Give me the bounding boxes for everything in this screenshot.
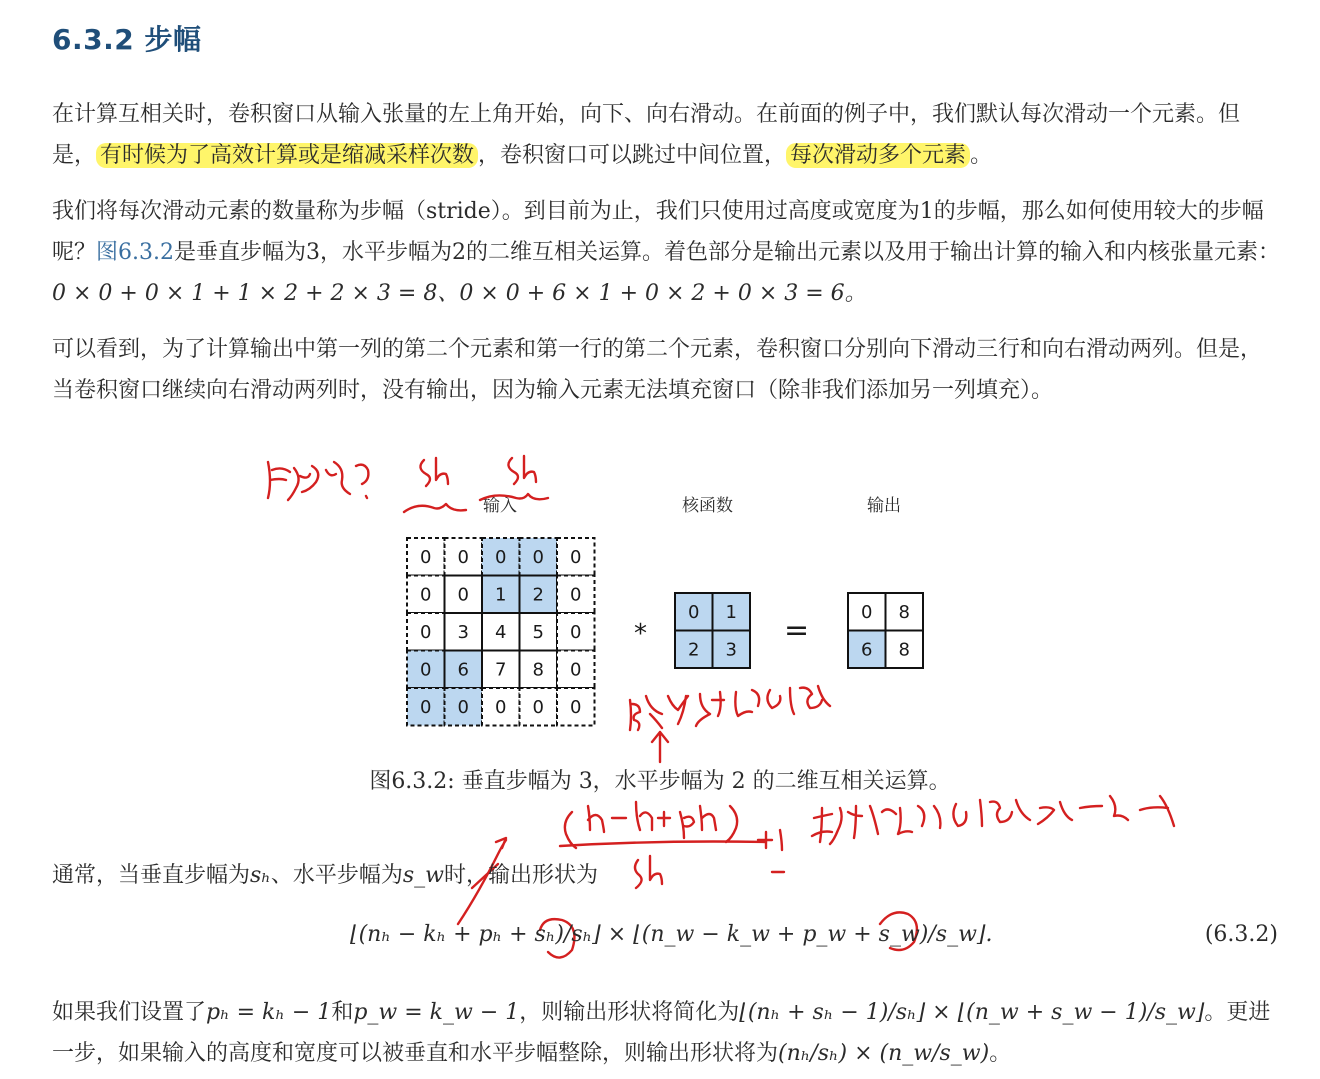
input-cell-value: 7: [495, 659, 507, 681]
input-cell-value: 0: [532, 546, 544, 568]
math-divisible: (nₕ/sₕ) × (n_w/s_w): [778, 1041, 990, 1066]
input-grid: [407, 538, 595, 726]
math-pw: p_w = k_w − 1: [353, 1000, 520, 1025]
input-cell-value: 0: [570, 546, 582, 568]
input-cell-value: 6: [457, 659, 469, 681]
highlight-1: 有时候为了高效计算或是缩减采样次数: [96, 143, 478, 168]
input-cell-value: 3: [457, 621, 469, 643]
display-equation: ⌊(nₕ − kₕ + pₕ + sₕ)/sₕ⌋ × ⌊(n_w − k_w + p_w + s_w)/s_w⌋.: [350, 922, 993, 947]
paragraph-1: 在计算互相关时，卷积窗口从输入张量的左上角开始，向下、向右滑动。在前面的例子中，我们默认每次滑动一个元素。但是， 有时候为了高效计算或是缩减采样次数 ，卷积窗口可以跳过中间位置， 每次滑动多个元素 。: [52, 102, 1241, 168]
input-cell-value: 0: [420, 584, 432, 606]
equals-symbol: =: [784, 613, 810, 648]
input-cell-value: 0: [532, 696, 544, 718]
input-cell-value: 0: [420, 659, 432, 681]
input-cell-value: 0: [495, 696, 507, 718]
input-cell-value: 0: [570, 621, 582, 643]
math-simplified: ⌊(nₕ + sₕ − 1)/sₕ⌋ × ⌊(n_w + s_w − 1)/s_w⌋: [739, 1000, 1205, 1025]
inline-math: 0 × 0 + 0 × 1 + 1 × 2 + 2 × 3 = 8、0 × 0 + 6 × 1 + 0 × 2 + 0 × 3 = 6。: [52, 281, 867, 306]
output-grid: [848, 593, 923, 668]
section-heading: 6.3.2 步幅: [52, 23, 202, 56]
figure-link[interactable]: 图6.3.2: [96, 240, 174, 265]
input-cell-value: 0: [457, 546, 469, 568]
output-cell-value: 6: [861, 639, 873, 661]
figure-caption: 图6.3.2: 垂直步幅为 3，水平步幅为 2 的二维互相关运算。: [369, 769, 951, 794]
input-cell-value: 0: [570, 584, 582, 606]
output-cell-value: 8: [898, 601, 910, 623]
math-sw: s_w: [402, 863, 444, 888]
kernel-grid: [675, 593, 750, 668]
input-cell-value: 0: [495, 546, 507, 568]
output-cell-value: 0: [861, 601, 873, 623]
kernel-cell-value: 3: [725, 639, 737, 661]
input-cell-value: 0: [420, 621, 432, 643]
input-cell-value: 0: [570, 696, 582, 718]
paragraph-5: 如果我们设置了pₕ = kₕ − 1和p_w = k_w − 1，则输出形状将简化为⌊(nₕ + sₕ − 1)/sₕ⌋ × ⌊(n_w + s_w − 1)/s_w⌋。更进一步，如果输入的高度和宽度可以被垂直和水平步幅整除，则输出形状将为(nₕ/sₕ) × (n_w/s_w)。: [52, 1000, 1271, 1066]
input-cell-value: 0: [420, 546, 432, 568]
paragraph-2: 我们将每次滑动元素的数量称为步幅（stride）。到目前为止，我们只使用过高度或宽度为1的步幅，那么如何使用较大的步幅呢？图6.3.2是垂直步幅为3，水平步幅为2的二维互相关运算。着色部分是输出元素以及用于输出计算的输入和内核张量元素：0 × 0 + 0 × 1 + 1 × 2 + 2 × 3 = 8、0 × 0 + 6 × 1 + 0 × 2 + 0 × 3 = 6。: [52, 199, 1280, 306]
kernel-cell-value: 0: [688, 601, 700, 623]
kernel-label: 核函数: [682, 496, 733, 516]
input-cell-value: 2: [532, 584, 544, 606]
input-cell-value: 4: [495, 621, 507, 643]
multiply-symbol: *: [634, 619, 647, 649]
output-cell-value: 8: [898, 639, 910, 661]
output-label: 输出: [867, 496, 901, 516]
input-cell-value: 0: [570, 659, 582, 681]
kernel-cell-value: 1: [725, 601, 737, 623]
input-cell-value: 0: [420, 696, 432, 718]
input-label: 输入: [483, 496, 517, 516]
paragraph-4: 通常，当垂直步幅为sₕ、水平步幅为s_w时，输出形状为: [52, 863, 598, 888]
input-cell-value: 0: [457, 696, 469, 718]
kernel-cell-value: 2: [688, 639, 700, 661]
math-sh: sₕ: [250, 863, 271, 888]
equation-number: (6.3.2): [1204, 922, 1278, 947]
input-cell-value: 1: [495, 584, 507, 606]
math-ph: pₕ = kₕ − 1: [206, 1000, 332, 1025]
input-cell-value: 5: [532, 621, 544, 643]
highlight-2: 每次滑动多个元素: [786, 143, 970, 168]
input-cell-value: 8: [532, 659, 544, 681]
paragraph-3: 可以看到，为了计算输出中第一列的第二个元素和第一行的第二个元素，卷积窗口分别向下滑动三行和向右滑动两列。但是，当卷积窗口继续向右滑动两列时，没有输出，因为输入元素无法填充窗口（除非我们添加另一列填充）。: [52, 337, 1263, 403]
input-cell-value: 0: [457, 584, 469, 606]
